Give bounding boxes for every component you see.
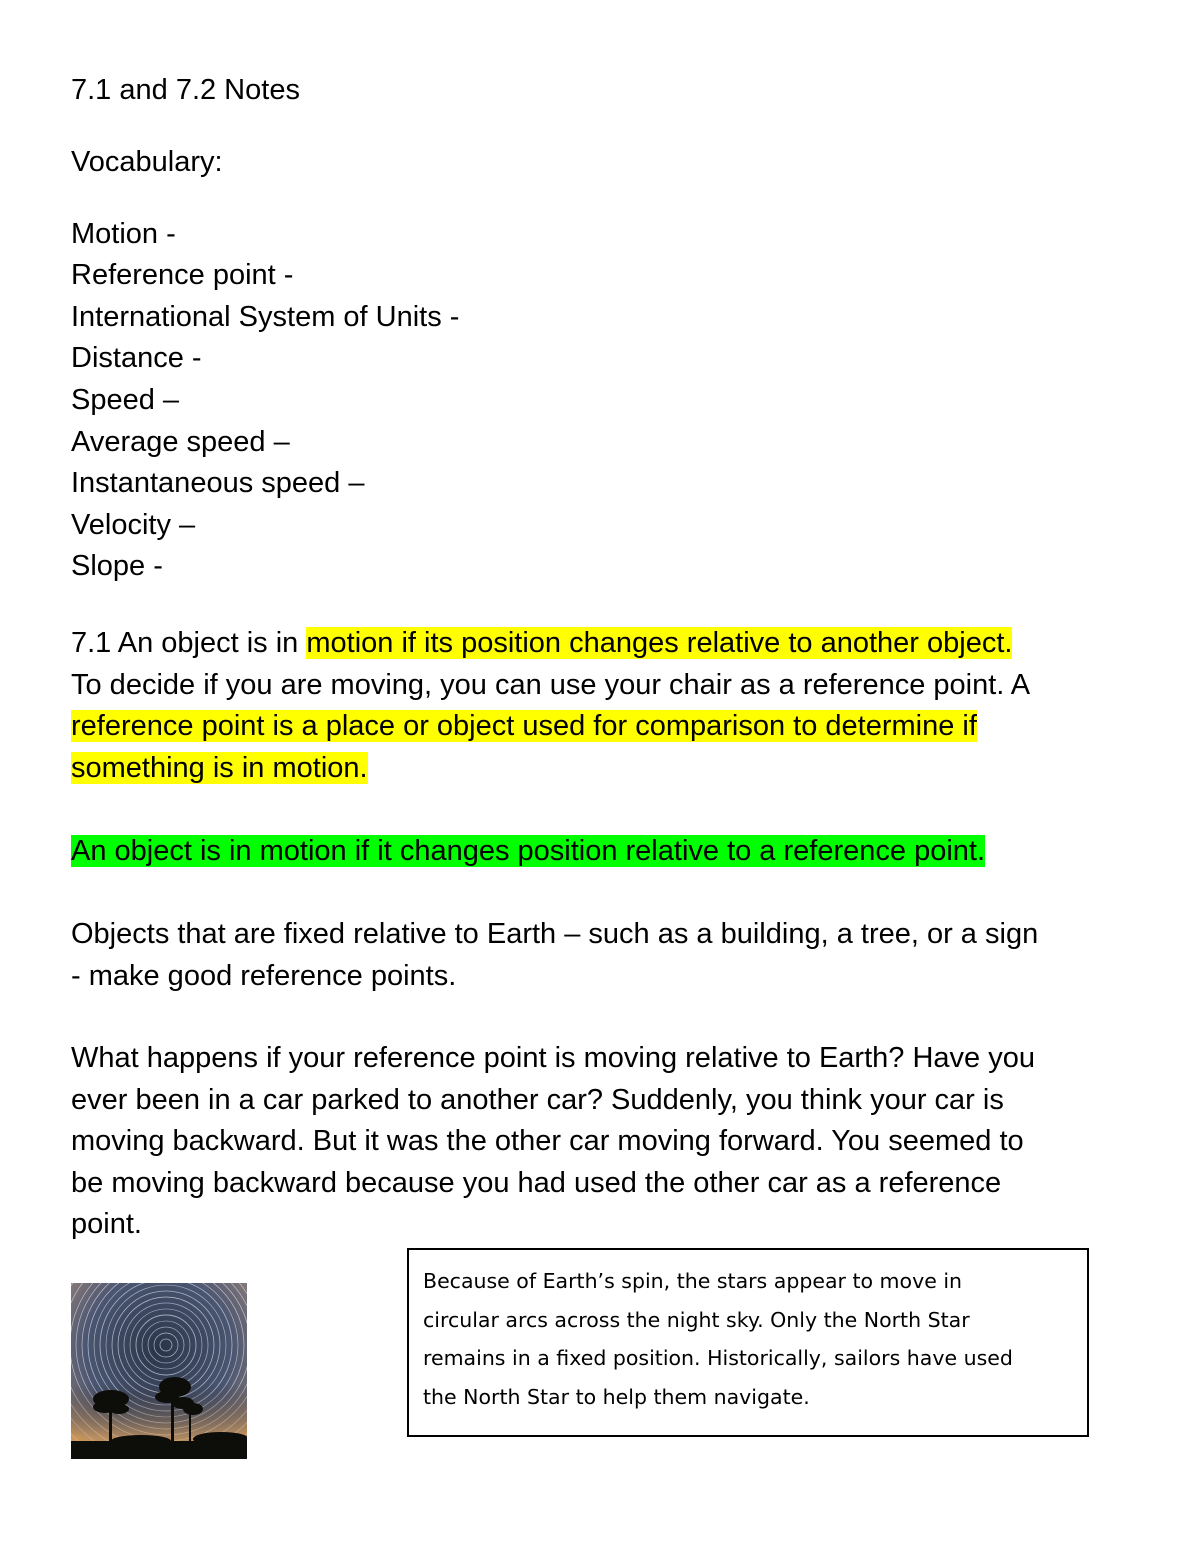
callout-line-2: circular arcs across the night sky. Only the North Star <box>423 1307 970 1332</box>
vocab-term-motion: Motion - <box>71 218 176 250</box>
star-trails-photo <box>71 1283 247 1459</box>
fixed-objects-line-2: - make good reference points. <box>71 959 457 992</box>
section-7-1-line-2: To decide if you are moving, you can use your chair as a reference point. A <box>71 668 1031 701</box>
vocab-term-speed: Speed – <box>71 384 180 416</box>
green-statement-highlight: An object is in motion if it changes position relative to a reference point. <box>71 835 986 867</box>
callout-line-3: remains in a fixed position. Historically, sailors have used <box>423 1346 1013 1370</box>
reference-point-definition-highlight-end: something is in motion. <box>71 751 368 784</box>
callout-line-1: Because of Earth’s spin, the stars appear to move in <box>423 1269 963 1293</box>
section-7-1-line-1 <box>71 623 1141 665</box>
fixed-objects-line-1: Objects that are fixed relative to Earth – such as a building, a tree, or a sign <box>71 918 1039 950</box>
moving-reference-line-1: What happens if your reference point is moving relative to Earth? Have you <box>71 1042 1035 1074</box>
section-7-1-line-4 <box>71 748 1141 790</box>
moving-reference-paragraph <box>71 1038 1141 1246</box>
vocab-term-si-units: International System of Units - <box>71 301 460 333</box>
vocab-term-instantaneous-speed: Instantaneous speed – <box>71 467 365 499</box>
moving-reference-line-2: ever been in a car parked to another car? Suddenly, you think your car is <box>71 1083 1004 1116</box>
vocab-term-slope: Slope - <box>71 550 163 582</box>
motion-definition-highlight: motion if its position changes relative to another object. <box>306 627 1013 659</box>
reference-point-definition-highlight: reference point is a place or object used for comparison to determine if <box>71 710 977 742</box>
moving-reference-line-3: moving backward. But it was the other car moving forward. You seemed to <box>71 1125 1024 1157</box>
north-star-callout-box <box>407 1248 1089 1437</box>
callout-line-4: the North Star to help them navigate. <box>423 1384 810 1409</box>
green-statement-line <box>71 831 985 872</box>
vocabulary-heading: Vocabulary: <box>71 146 223 178</box>
moving-reference-line-4: be moving backward because you had used the other car as a reference <box>71 1166 1002 1199</box>
vocab-term-velocity: Velocity – <box>71 509 196 541</box>
moving-reference-line-5: point. <box>71 1208 142 1240</box>
page-title: 7.1 and 7.2 Notes <box>71 74 300 106</box>
section-7-1-paragraph <box>71 623 1141 789</box>
vocab-term-distance: Distance - <box>71 342 202 374</box>
section-7-1-line-3 <box>71 706 1141 748</box>
section-7-1-prefix: 7.1 An object is in <box>71 627 307 659</box>
vocab-term-average-speed: Average speed – <box>71 426 290 458</box>
vocab-term-reference-point: Reference point - <box>71 259 294 291</box>
fixed-objects-paragraph <box>71 914 1141 997</box>
